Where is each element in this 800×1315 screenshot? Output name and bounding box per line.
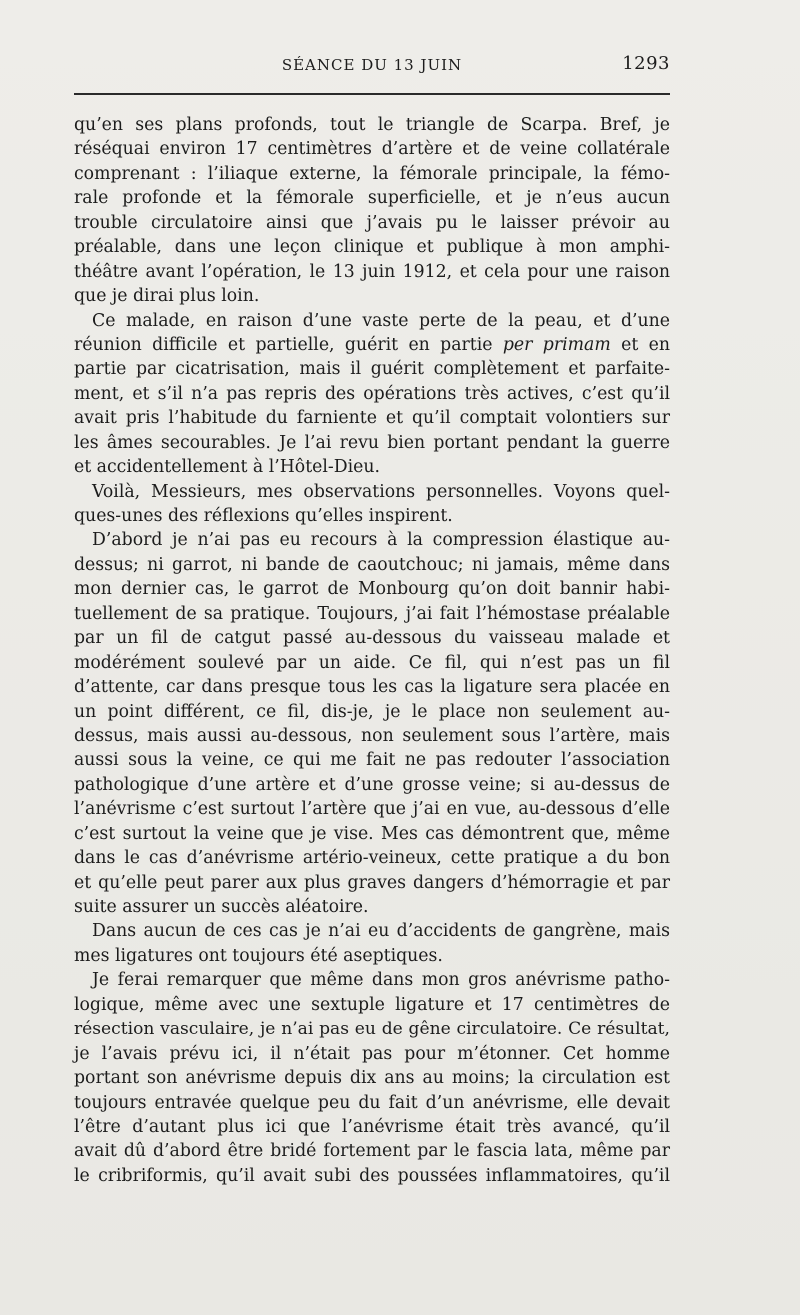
text-line: Voilà, Messieurs, mes observations personnelles. Voyons quel-	[92, 481, 670, 502]
text-line: comprenant : l’iliaque externe, la fémorale principale, la fémo-	[74, 163, 670, 184]
text-line: portant son anévrisme depuis dix ans au moins; la circulation est	[74, 1068, 670, 1089]
text-line: Ce malade, en raison d’une vaste perte de la peau, et d’une	[92, 310, 670, 331]
text-line: suite assurer un succès aléatoire.	[74, 897, 369, 917]
text-line: dessus; ni garrot, ni bande de caoutchouc; ni jamais, même dans	[74, 554, 670, 575]
text-line: je l’avais prévu ici, il n’était pas pour m’étonner. Cet homme	[74, 1043, 670, 1064]
page-header	[74, 50, 670, 80]
text-line: mes ligatures ont toujours été aseptiques.	[74, 945, 443, 966]
text-line: Dans aucun de ces cas je n’ai eu d’accidents de gangrène, mais	[92, 921, 670, 942]
text-line: un point différent, ce fil, dis-je, je le place non seulement au-	[74, 701, 670, 722]
text-line: rale profonde et la fémorale superficielle, et je n’eus aucun	[74, 188, 670, 209]
italic-phrase: per primam	[502, 334, 611, 355]
text-line: l’être d’autant plus ici que l’anévrisme était très avancé, qu’il	[74, 1116, 670, 1137]
text-line: préalable, dans une leçon clinique et publique à mon amphi-	[74, 237, 670, 258]
text-line: avait dû d’abord être bridé fortement par le fascia lata, même par	[74, 1141, 670, 1162]
text-line: pathologique d’une artère et d’une grosse veine; si au-dessus de	[74, 774, 670, 795]
text-line: partie par cicatrisation, mais il guérit complètement et parfaite-	[74, 359, 670, 380]
text-line	[74, 333, 670, 357]
text-line: mon dernier cas, le garrot de Monbourg qu’on doit bannir habi-	[74, 579, 670, 600]
header-rule	[74, 93, 670, 95]
text-line: le cribriformis, qu’il avait subi des poussées inflammatoires, qu’il	[74, 1165, 670, 1186]
running-head: SÉANCE DU 13 JUIN	[281, 56, 463, 74]
text-line: logique, même avec une sextuple ligature et 17 centimètres de	[74, 994, 670, 1015]
text-line: trouble circulatoire ainsi que j’avais pu le laisser prévoir au	[74, 212, 670, 233]
text-line: l’anévrisme c’est surtout l’artère que j’ai en vue, au-dessous d’elle	[74, 799, 670, 820]
text-line: aussi sous la veine, ce qui me fait ne pas redouter l’association	[74, 750, 670, 771]
text-line: dessus, mais aussi au-dessous, non seulement sous l’artère, mais	[74, 725, 670, 746]
text-line: qu’en ses plans profonds, tout le triangle de Scarpa. Bref, je	[74, 115, 670, 135]
text-line: et qu’elle peut parer aux plus graves dangers d’hémorragie et par	[74, 872, 670, 893]
text-line: c’est surtout la veine que je vise. Mes cas démontrent que, même	[74, 823, 670, 844]
text-line: tuellement de sa pratique. Toujours, j’ai fait l’hémostase préalable	[74, 603, 670, 624]
text-line: toujours entravée quelque peu du fait d’un anévrisme, elle devait	[74, 1092, 670, 1113]
text-segment: réunion difficile et partielle, guérit en partie	[74, 334, 503, 355]
text-line: résection vasculaire, je n’ai pas eu de gêne circulatoire. Ce résultat,	[74, 1019, 670, 1040]
text-line: dans le cas d’anévrisme artério-veineux, cette pratique a du bon	[74, 848, 670, 869]
text-line: Je ferai remarquer que même dans mon gros anévrisme patho-	[92, 970, 670, 991]
text-line: que je dirai plus loin.	[74, 286, 260, 307]
body-text	[74, 113, 670, 1188]
text-line: avait pris l’habitude du farniente et qu’il comptait volontiers sur	[74, 408, 670, 429]
text-line: d’attente, car dans presque tous les cas la ligature sera placée en	[74, 677, 670, 698]
text-line: théâtre avant l’opération, le 13 juin 1912, et cela pour une raison	[74, 261, 670, 282]
text-line: modérément soulevé par un aide. Ce fil, qui n’est pas un fil	[74, 652, 670, 673]
text-line: et accidentellement à l’Hôtel-Dieu.	[74, 457, 380, 478]
text-line: par un fil de catgut passé au-dessous du vaisseau malade et	[74, 628, 670, 649]
text-segment: et en	[610, 334, 671, 355]
text-line: ques-unes des réflexions qu’elles inspirent.	[74, 506, 453, 526]
text-line: D’abord je n’ai pas eu recours à la compression élastique au-	[92, 530, 670, 551]
text-line: réséquai environ 17 centimètres d’artère et de veine collatérale	[74, 139, 670, 160]
text-line: ment, et s’il n’a pas repris des opérations très actives, c’est qu’il	[74, 383, 670, 404]
page-number: 1293	[622, 53, 670, 74]
text-line: les âmes secourables. Je l’ai revu bien portant pendant la guerre	[74, 432, 670, 453]
